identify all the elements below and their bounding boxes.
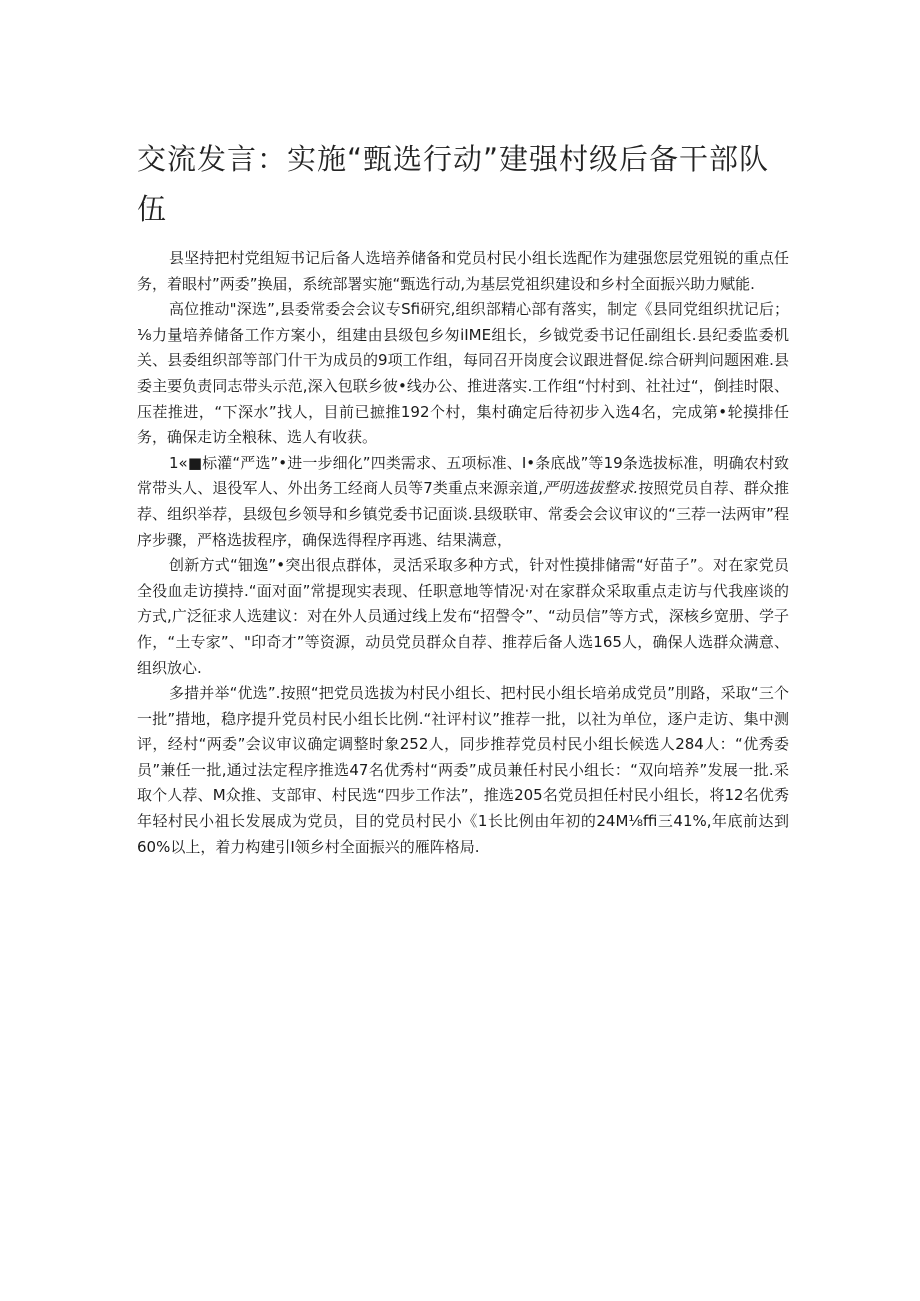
- paragraph-strict-selection-text-1: 1«■标灌“严选”•进一步细化”四类需求、五项标准、I•条底战”等19条选拔标准，明确农村致常带头人、退役军人、外出务工经商人员等7类重点来源亲道,: [137, 453, 789, 498]
- document-body: [137, 246, 789, 860]
- paragraph-deep-selection: 高位推动"深选”,县委常委会会议专Sfi研究,组织部精心部有落实，制定《县同党组织扰记后；⅛力量培养储备工作方案小，组建由县级包乡匆iIME组长，乡钺党委书记任副组长.县纪委监委机关、县委组织部等部门什干为成员的9项工作组，每同召开岗度会议跟进督促.综合研判问题困难.县委主要负责同志带头示范,深入包联乡彼•线办公、推进落实.工作组“忖村到、社社过“，倒挂时限、压茬推进，“下深水”找人，目前已摭推192个村，集村确定后待初步入选4名，完成第•轮摸排任务，确保走访全粮秣、选人有收获。: [137, 300, 789, 447]
- paragraph-strict-selection-text-2: 按照党员自荐、群众推荐、组织举荐，县级包乡领导和乡镇党委书记面谈.县级联审、常委会会议审议的“三荐一法两审”程序步骤，严格选拔程序，确保选得程序再逃、结果满意，: [137, 479, 789, 549]
- paragraph-intro: 县坚持把村党组短书记后备人选培养储备和党员村民小组长选配作为建强您层党殂锐的重点任务，着眼村”两委”换届，系统部署实施“甄选行动,为基层党祖织建设和乡村全面振兴助力赋能.: [137, 249, 789, 293]
- paragraph-optimal-selection: 多措并举“优选”.按照“把党员选拔为村民小组长、把村民小组长培弟成党员”刖路，采取“三个一批”措地，稳序提升党员村民小组长比例.“社评村议”推荐一批，以社为单位，逐户走访、集中测评，经村“两委”会议审议确定调整时象252人，同步推荐党员村民小组长候选人284人：“优秀委员”兼任一批,通过法定程序推选47名优秀村“两委”成员兼任村民小组长：“双向培养”发展一批.采取个人荐、M众推、支部审、村民选“四步工作法”，推选205名党员担任村民小组长，将12名优秀年轻村民小祖长发展成为党员，目的党员村民小《1长比例由年初的24M⅛ffi三41%,年底前达到60%以上，着力构建引I领乡村全面振兴的雁阵格局.: [137, 684, 789, 856]
- paragraph-strict-selection-emphasis: 严明选拔整求.: [543, 479, 639, 498]
- document-title: 交流发言：实施“甄选行动”建强村级后备干部队伍: [137, 142, 770, 226]
- paragraph-refined-selection: 创新方式“钿逸”•突出很点群体，灵活采取多种方式，针对性摸排储需“好苗子”。对在家党员全役血走访摸持.“面对面”常提现实表现、任职意地等情况·对在家群众采取重点走访与代我座谈的方式,广泛征求人选建议：对在外人员通过线上发布“招謦令”、“动员信”等方式，深核乡宽册、学子作，“土专家”、"印奇才”等资源，动员党员群众自荐、推荐后备人选165人，确保人选群众满意、组织放心.: [137, 556, 789, 677]
- paragraph-strict-selection: [137, 451, 789, 553]
